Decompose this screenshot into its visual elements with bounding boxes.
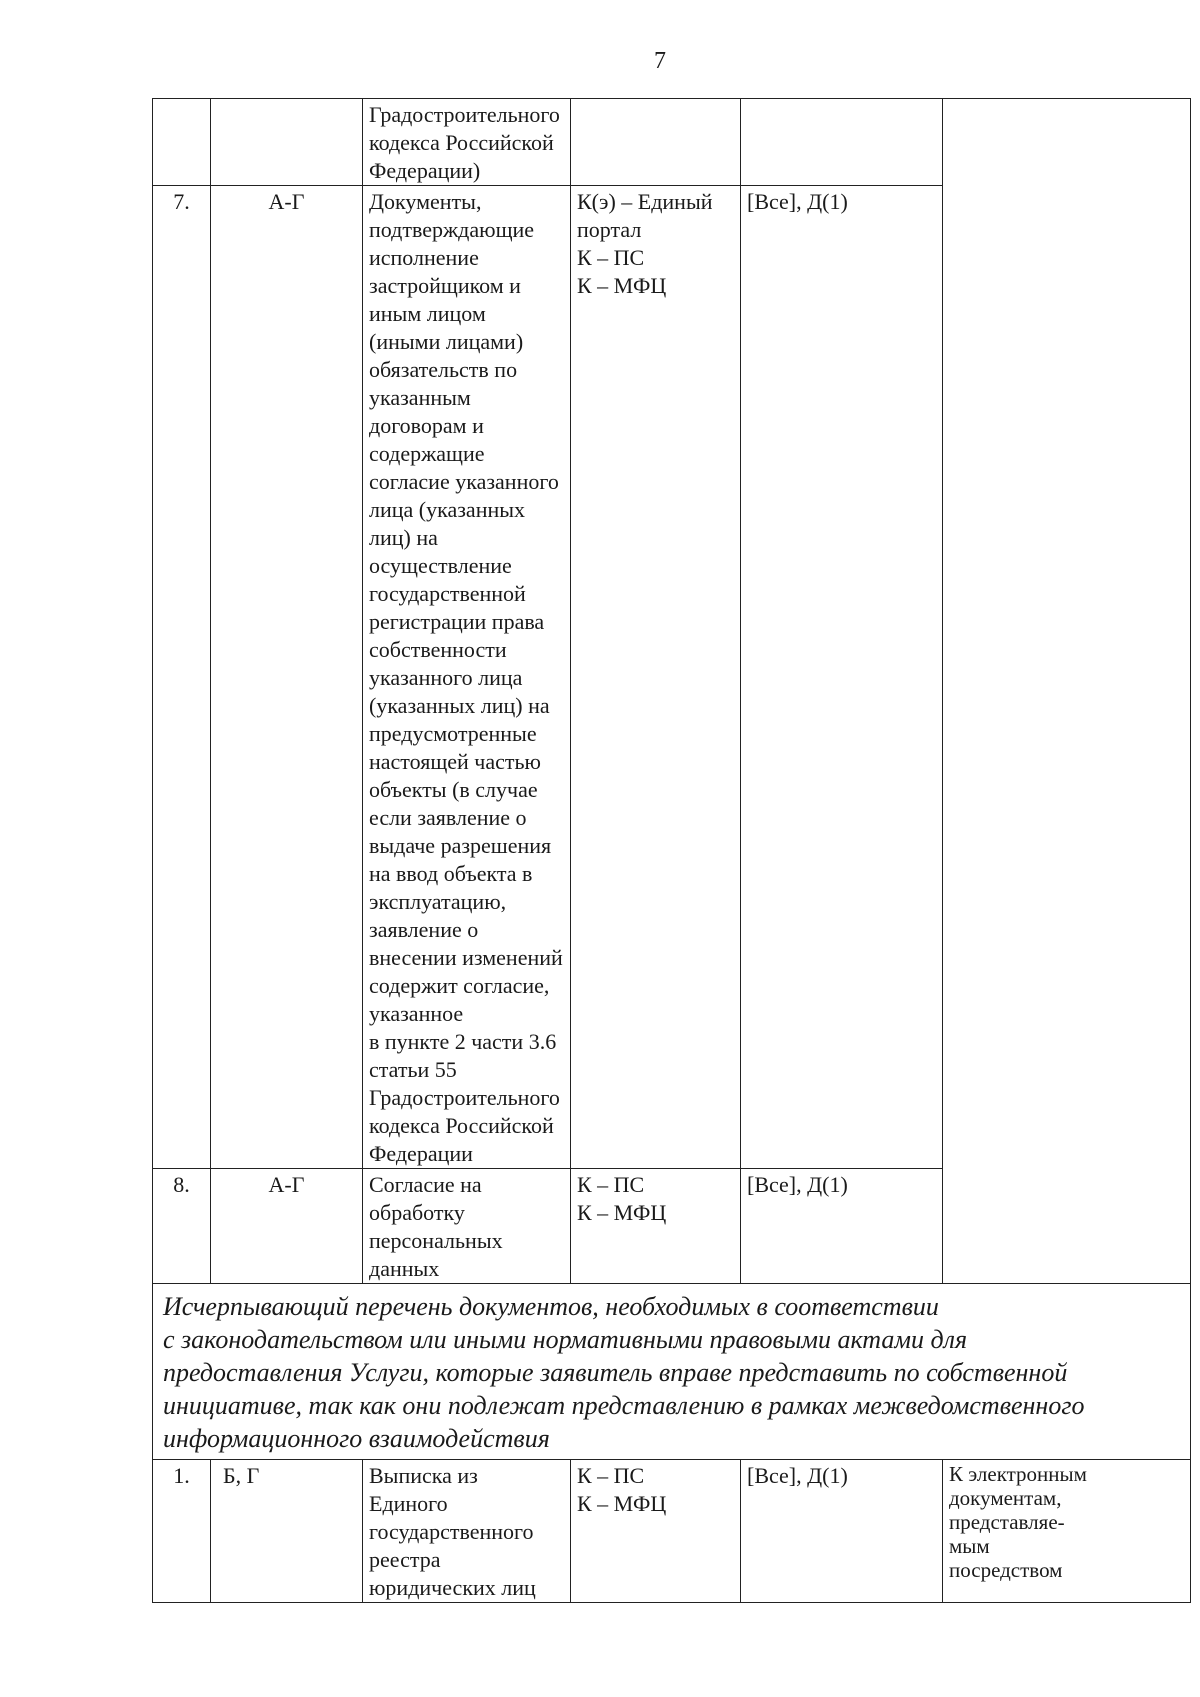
document-title-cell xyxy=(363,186,571,1169)
document-title-line: заявление о xyxy=(369,917,479,942)
submission-method: портал xyxy=(577,217,642,242)
conditions-cell: [Все], Д(1) xyxy=(741,1460,943,1603)
document-title-line: в пункте 2 части 3.6 xyxy=(369,1029,557,1054)
document-title-line: Градостроительного xyxy=(369,102,560,127)
document-title-line: Федерации xyxy=(369,1141,473,1166)
document-title-line: объекты (в случае xyxy=(369,777,538,802)
document-title-line: (иными лицами) xyxy=(369,329,524,354)
document-title-line: договорам и xyxy=(369,413,484,438)
document-title-line: статьи 55 xyxy=(369,1057,457,1082)
document-title-line: Единого xyxy=(369,1491,448,1516)
document-title-line: обязательств по xyxy=(369,357,518,382)
document-title-cell xyxy=(363,1460,571,1603)
document-title-line: согласие указанного xyxy=(369,469,559,494)
document-title-line: государственной xyxy=(369,581,526,606)
document-title-line: лиц) на xyxy=(369,525,438,550)
row-number-cell: 7. xyxy=(153,186,211,1169)
section-heading xyxy=(153,1284,1191,1460)
note-line: посредством xyxy=(949,1558,1063,1582)
note-line: представляе- xyxy=(949,1510,1065,1534)
conditions-cell: [Все], Д(1) xyxy=(741,186,943,1169)
applicant-category-cell: А-Г xyxy=(211,1169,363,1284)
submission-method: К(э) – Единый xyxy=(577,189,713,214)
applicant-category-cell: Б, Г xyxy=(211,1460,363,1603)
document-title-line: внесении изменений xyxy=(369,945,563,970)
section-heading-line: информационного взаимодействия xyxy=(163,1424,550,1453)
submission-methods-cell xyxy=(571,1169,741,1284)
submission-method: К – ПС xyxy=(577,1172,645,1197)
conditions-cell xyxy=(741,99,943,186)
document-title-line: регистрации права xyxy=(369,609,545,634)
applicant-category-cell: А-Г xyxy=(211,186,363,1169)
submission-methods-cell xyxy=(571,186,741,1169)
document-title-line: персональных xyxy=(369,1228,503,1253)
document-title-line: Федерации) xyxy=(369,158,481,183)
document-title-line: государственного xyxy=(369,1519,534,1544)
document-title-line: предусмотренные xyxy=(369,721,537,746)
document-title-line: (указанных лиц) на xyxy=(369,693,550,718)
document-title-line: подтверждающие xyxy=(369,217,535,242)
row-number-cell: 8. xyxy=(153,1169,211,1284)
applicant-category-cell xyxy=(211,99,363,186)
submission-method: К – МФЦ xyxy=(577,273,667,298)
submission-method: К – ПС xyxy=(577,1463,645,1488)
submission-method: К – МФЦ xyxy=(577,1491,667,1516)
document-title-line: Выписка из xyxy=(369,1463,478,1488)
document-title-line: Документы, xyxy=(369,189,482,214)
row-number-cell xyxy=(153,99,211,186)
table-row-continuation xyxy=(153,99,1191,186)
submission-methods-cell xyxy=(571,1460,741,1603)
note-cell xyxy=(943,99,1191,1284)
document-title-line: исполнение xyxy=(369,245,479,270)
document-title-cell xyxy=(363,1169,571,1284)
document-title-line: выдаче разрешения xyxy=(369,833,552,858)
document-title-line: лица (указанных xyxy=(369,497,526,522)
page-number: 7 xyxy=(654,48,666,74)
document-title-line: настоящей частью xyxy=(369,749,541,774)
document-title-line: если заявление о xyxy=(369,805,527,830)
document-title-line: эксплуатацию, xyxy=(369,889,507,914)
document-title-line: юридических лиц xyxy=(369,1575,536,1600)
section-heading-line: с законодательством или иными нормативными правовыми актами для xyxy=(163,1325,968,1354)
document-title-cell xyxy=(363,99,571,186)
document-title-line: Градостроительного xyxy=(369,1085,560,1110)
section-heading-line: инициативе, так как они подлежат представлению в рамках межведомственного xyxy=(163,1391,1085,1420)
section-heading-row xyxy=(153,1284,1191,1460)
section-heading-line: Исчерпывающий перечень документов, необходимых в соответствии xyxy=(163,1292,939,1321)
document-title-line: на ввод объекта в xyxy=(369,861,533,886)
submission-methods-cell xyxy=(571,99,741,186)
row-number-cell: 1. xyxy=(153,1460,211,1603)
submission-method: К – МФЦ xyxy=(577,1200,667,1225)
document-title-line: иным лицом xyxy=(369,301,486,326)
document-title-line: кодекса Российской xyxy=(369,1113,554,1138)
document-title-line: содержащие xyxy=(369,441,485,466)
submission-method: К – ПС xyxy=(577,245,645,270)
document-title-line: Согласие на xyxy=(369,1172,482,1197)
document-title-line: собственности xyxy=(369,637,507,662)
document-title-line: застройщиком и xyxy=(369,273,521,298)
document-title-line: реестра xyxy=(369,1547,441,1572)
document-title-line: данных xyxy=(369,1256,440,1281)
document-title-line: указанным xyxy=(369,385,471,410)
section-heading-line: предоставления Услуги, которые заявитель вправе представить по собственной xyxy=(163,1358,1068,1387)
document-title-line: указанное xyxy=(369,1001,464,1026)
note-line: документам, xyxy=(949,1486,1062,1510)
document-title-line: осуществление xyxy=(369,553,512,578)
note-line: К электронным xyxy=(949,1462,1087,1486)
conditions-cell: [Все], Д(1) xyxy=(741,1169,943,1284)
document-title-line: обработку xyxy=(369,1200,465,1225)
table-row xyxy=(153,1460,1191,1603)
note-line: мым xyxy=(949,1534,990,1558)
document-title-line: содержит согласие, xyxy=(369,973,550,998)
note-cell xyxy=(943,1460,1191,1603)
document-title-line: указанного лица xyxy=(369,665,523,690)
documents-table xyxy=(152,98,1191,1603)
document-title-line: кодекса Российской xyxy=(369,130,554,155)
